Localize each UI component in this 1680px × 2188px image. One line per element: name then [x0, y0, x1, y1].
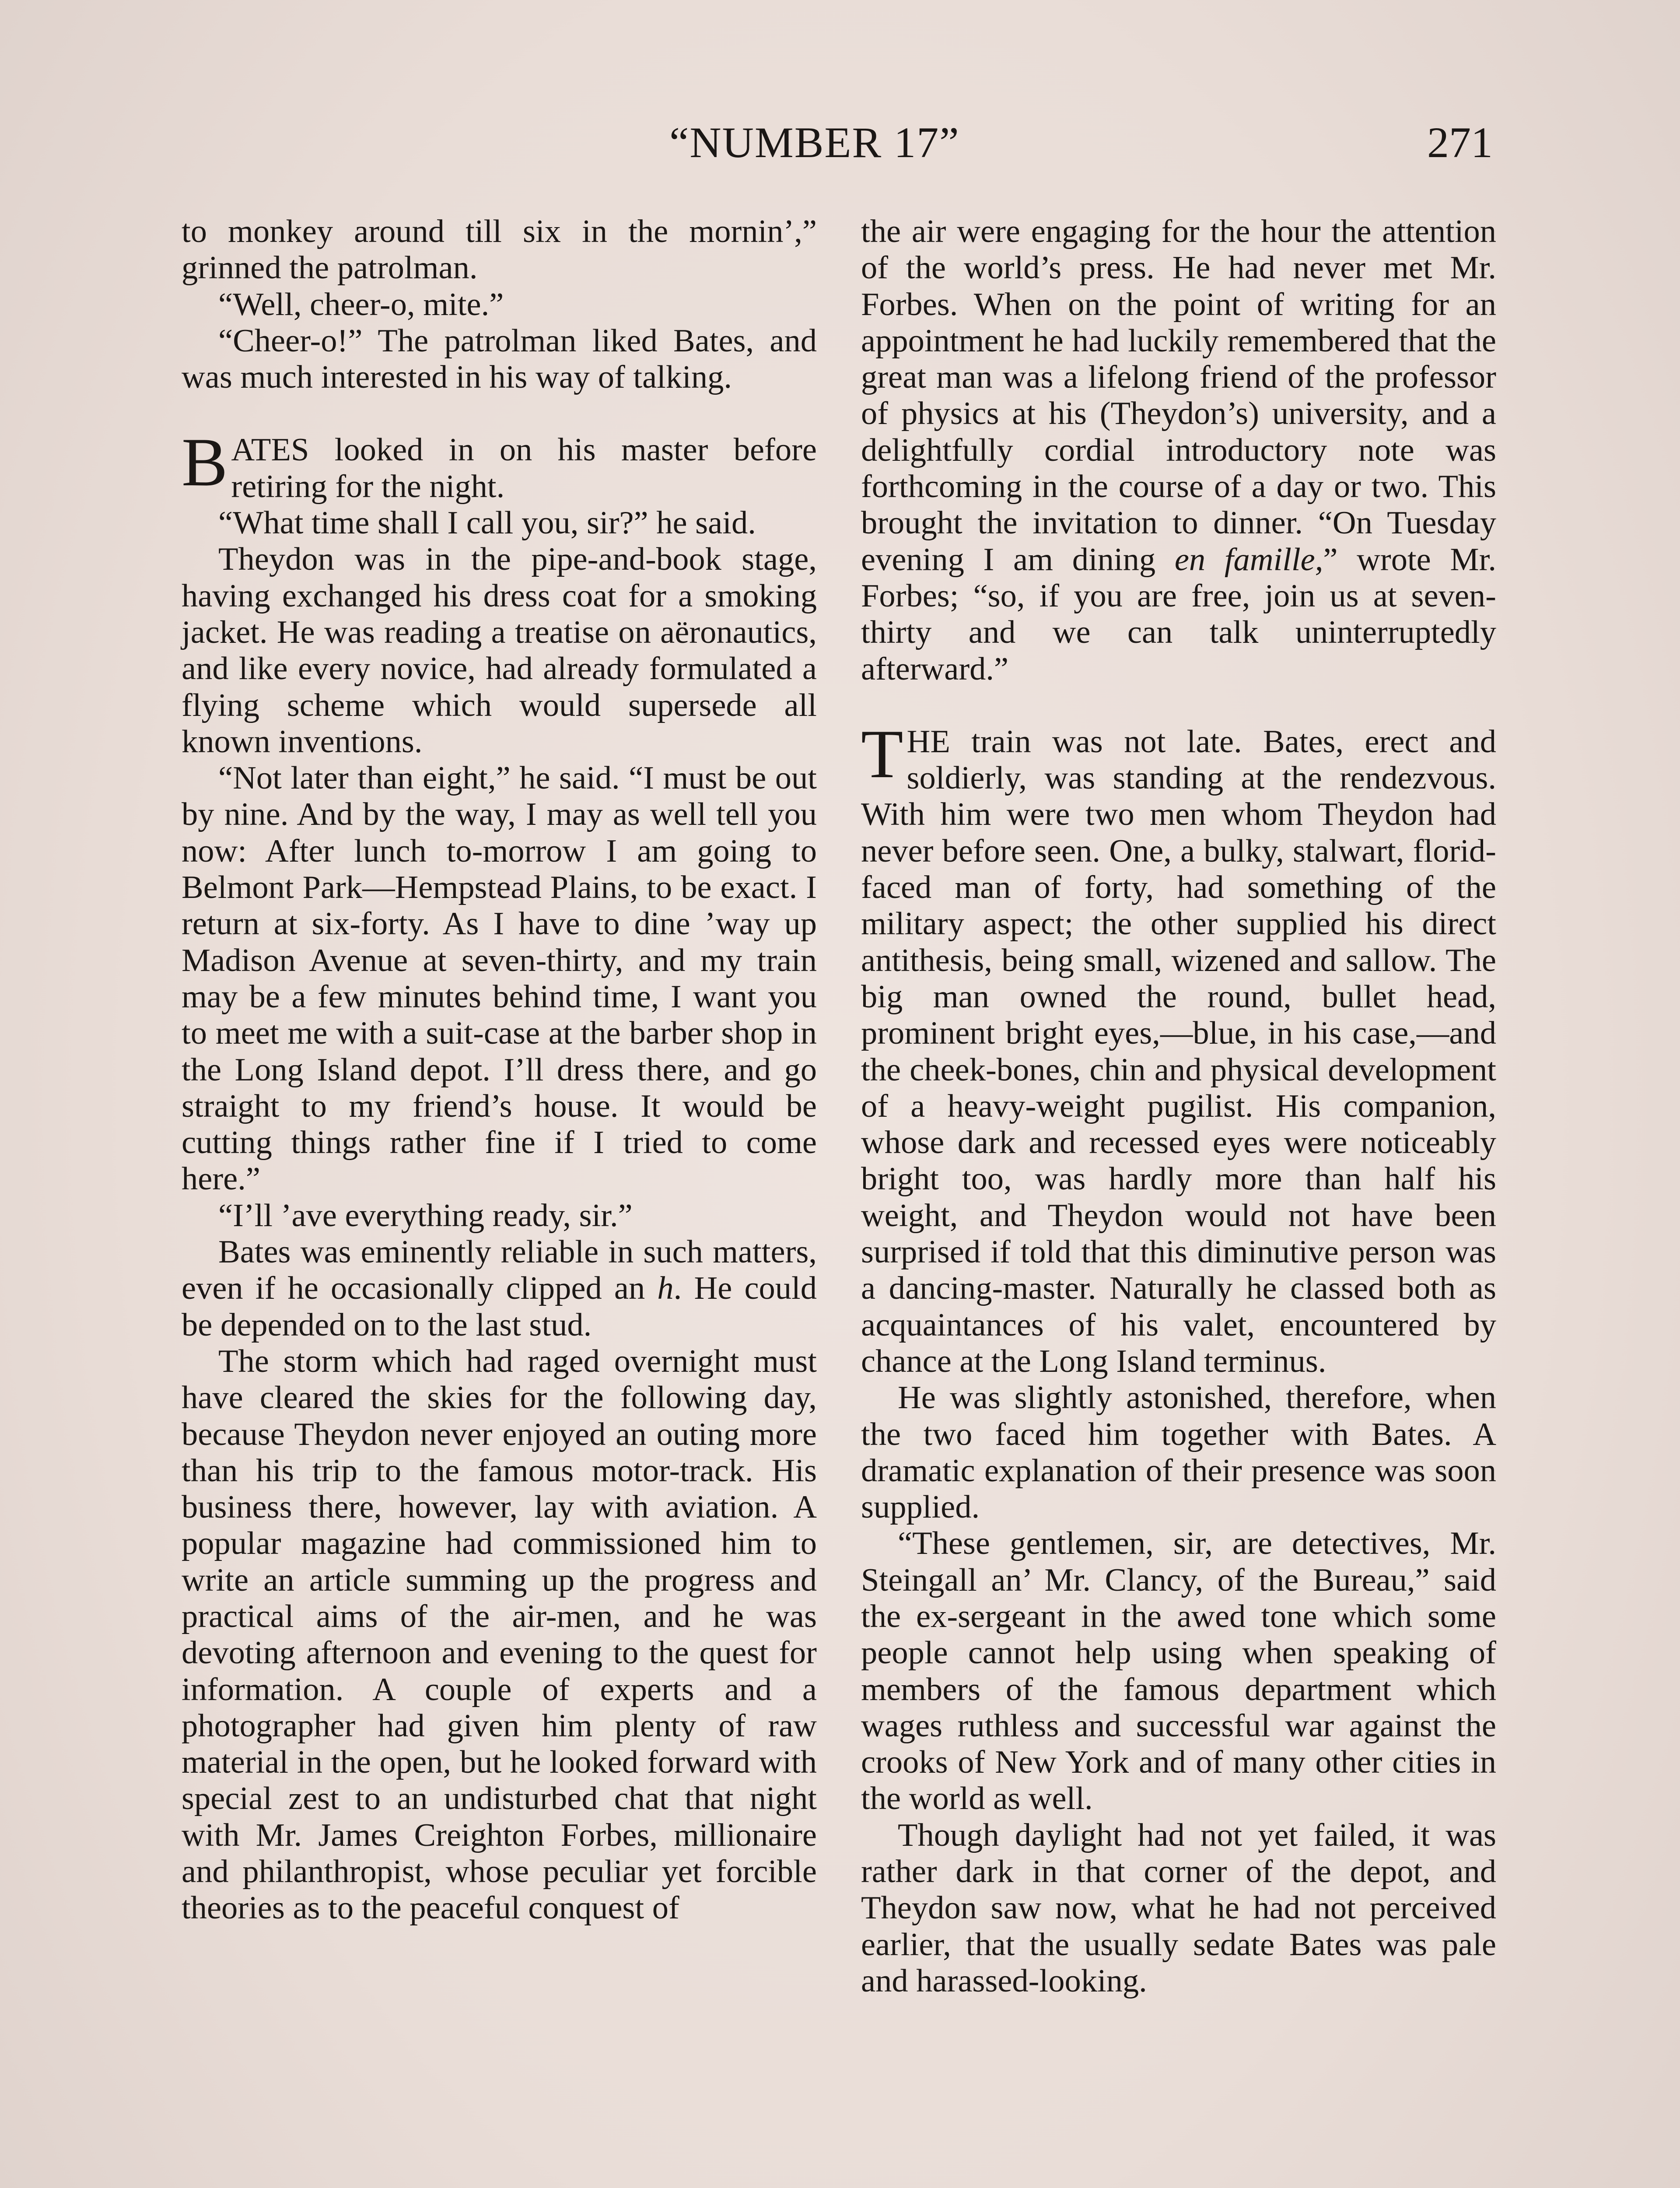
paragraph: “What time shall I call you, sir?” he said.: [218, 505, 756, 541]
paragraph: “Not later than eight,” he said. “I must be out by nine. And by the way, I may as well tell you now: After lunch to-morrow I am going to Belmont Park—Hempstead Plains, to be exact. I return at six-forty. As I have to dine ’way up Madison Avenue at seven-thirty, and my train may be a few minutes behind time, I want you to meet me with a suit-case at the barber shop in the Long Island depot. I’ll dress there, and go straight to my friend’s house. It would be cutting things rather fine if I tried to come here.”: [182, 760, 817, 1197]
paragraph: “These gentlemen, sir, are detectives, Mr. Steingall an’ Mr. Clancy, of the Bureau,” said the ex-sergeant in the awed tone which some people cannot help using when speaking of members of the famous department which wages ruthless and successful war against the crooks of New York and of many other cities in the world as well.: [861, 1525, 1496, 1817]
paragraph: “Well, cheer-o, mite.”: [218, 286, 504, 323]
paragraph: “Cheer-o!” The patrolman liked Bates, and was much interested in his way of talking.: [182, 323, 817, 396]
italic-letter: h: [657, 1270, 674, 1307]
page-number: 271: [1427, 118, 1493, 167]
section-opening-text: ATES looked in on his master before retiring for the night.: [231, 432, 817, 505]
section-opening-text: HE train was not late. Bates, erect and soldierly, was standing at the rendezvous. With him were two men whom Theydon had never before seen. One, a bulky, stalwart, florid-faced man of forty, had something of the military aspect; the other supplied his direct antithesis, being small, wizened and sallow. The big man owned the round, bullet head, prominent bright eyes,—blue, in his case,—and the cheek-bones, chin and physical development of a heavy-weight pugilist. His companion, whose dark and recessed eyes were noticeably bright too, was hardly more than half his weight, and Theydon would not have been surprised if told that this diminutive person was a dancing-master. Naturally he classed both as acquaintances of his valet, encountered by chance at the Long Island terminus.: [861, 723, 1496, 1379]
paragraph: Theydon was in the pipe-and-book stage, having exchanged his dress coat for a smoking jacket. He was reading a treatise on aëronautics, and like every novice, had already formulated a flying scheme which would supersede all known inventions.: [182, 541, 817, 760]
paragraph: [861, 214, 1496, 687]
paragraph-text: the air were engaging for the hour the attention of the world’s press. He had never met Mr. Forbes. When on the point of writing for an appointment he had luckily remembered that the great man was a lifelong friend of the professor of physics at his (Theydon’s) university, and a delightfully cordial introductory note was forthcoming in the course of a day or two. This brought the invitation to dinner. “On Tuesday evening I am dining: [861, 214, 1496, 578]
paragraph-text: Bates was eminently reliable in such matters, even if he occasionally clipped an: [182, 1234, 817, 1307]
paragraph: He was slightly astonished, therefore, when the two faced him together with Bates. A dramatic explanation of their presence was soon supplied.: [861, 1380, 1496, 1525]
paragraph: to monkey around till six in the mornin’,” grinned the patrolman.: [182, 214, 817, 286]
section-opening-paragraph: [861, 715, 1496, 1380]
italic-phrase: en famille,: [1174, 541, 1323, 578]
drop-cap: B: [182, 424, 228, 501]
drop-cap: T: [861, 715, 903, 792]
paragraph: Though daylight had not yet failed, it was rather dark in that corner of the depot, and Theydon saw now, what he had not perceived earlier, that the usually sedate Bates was pale and harassed-looking.: [861, 1817, 1496, 1999]
paragraph-text: ” wrote Mr. Forbes; “so, if you are free, join us at seven-thirty and we can talk uninterruptedly afterward.”: [861, 541, 1496, 687]
paragraph-text: . He could be depended on to the last stud.: [182, 1270, 817, 1343]
paragraph: [182, 1234, 817, 1343]
section-opening-paragraph: [182, 424, 817, 505]
running-title: “NUMBER 17”: [669, 118, 960, 167]
paragraph: The storm which had raged overnight must have cleared the skies for the following day, because Theydon never enjoyed an outing more than his trip to the famous motor-track. His business there, however, lay with aviation. A popular magazine had commissioned him to write an article summing up the progress and practical aims of the air-men, and he was devoting afternoon and evening to the quest for information. A couple of experts and a photographer had given him plenty of raw material in the open, but he looked forward with special zest to an undisturbed chat that night with Mr. James Creighton Forbes, millionaire and philanthropist, whose peculiar yet forcible theories as to the peaceful conquest of: [182, 1343, 817, 1926]
left-column: [182, 214, 817, 1927]
paragraph: “I’ll ’ave everything ready, sir.”: [218, 1197, 633, 1234]
right-column: [861, 214, 1496, 1999]
